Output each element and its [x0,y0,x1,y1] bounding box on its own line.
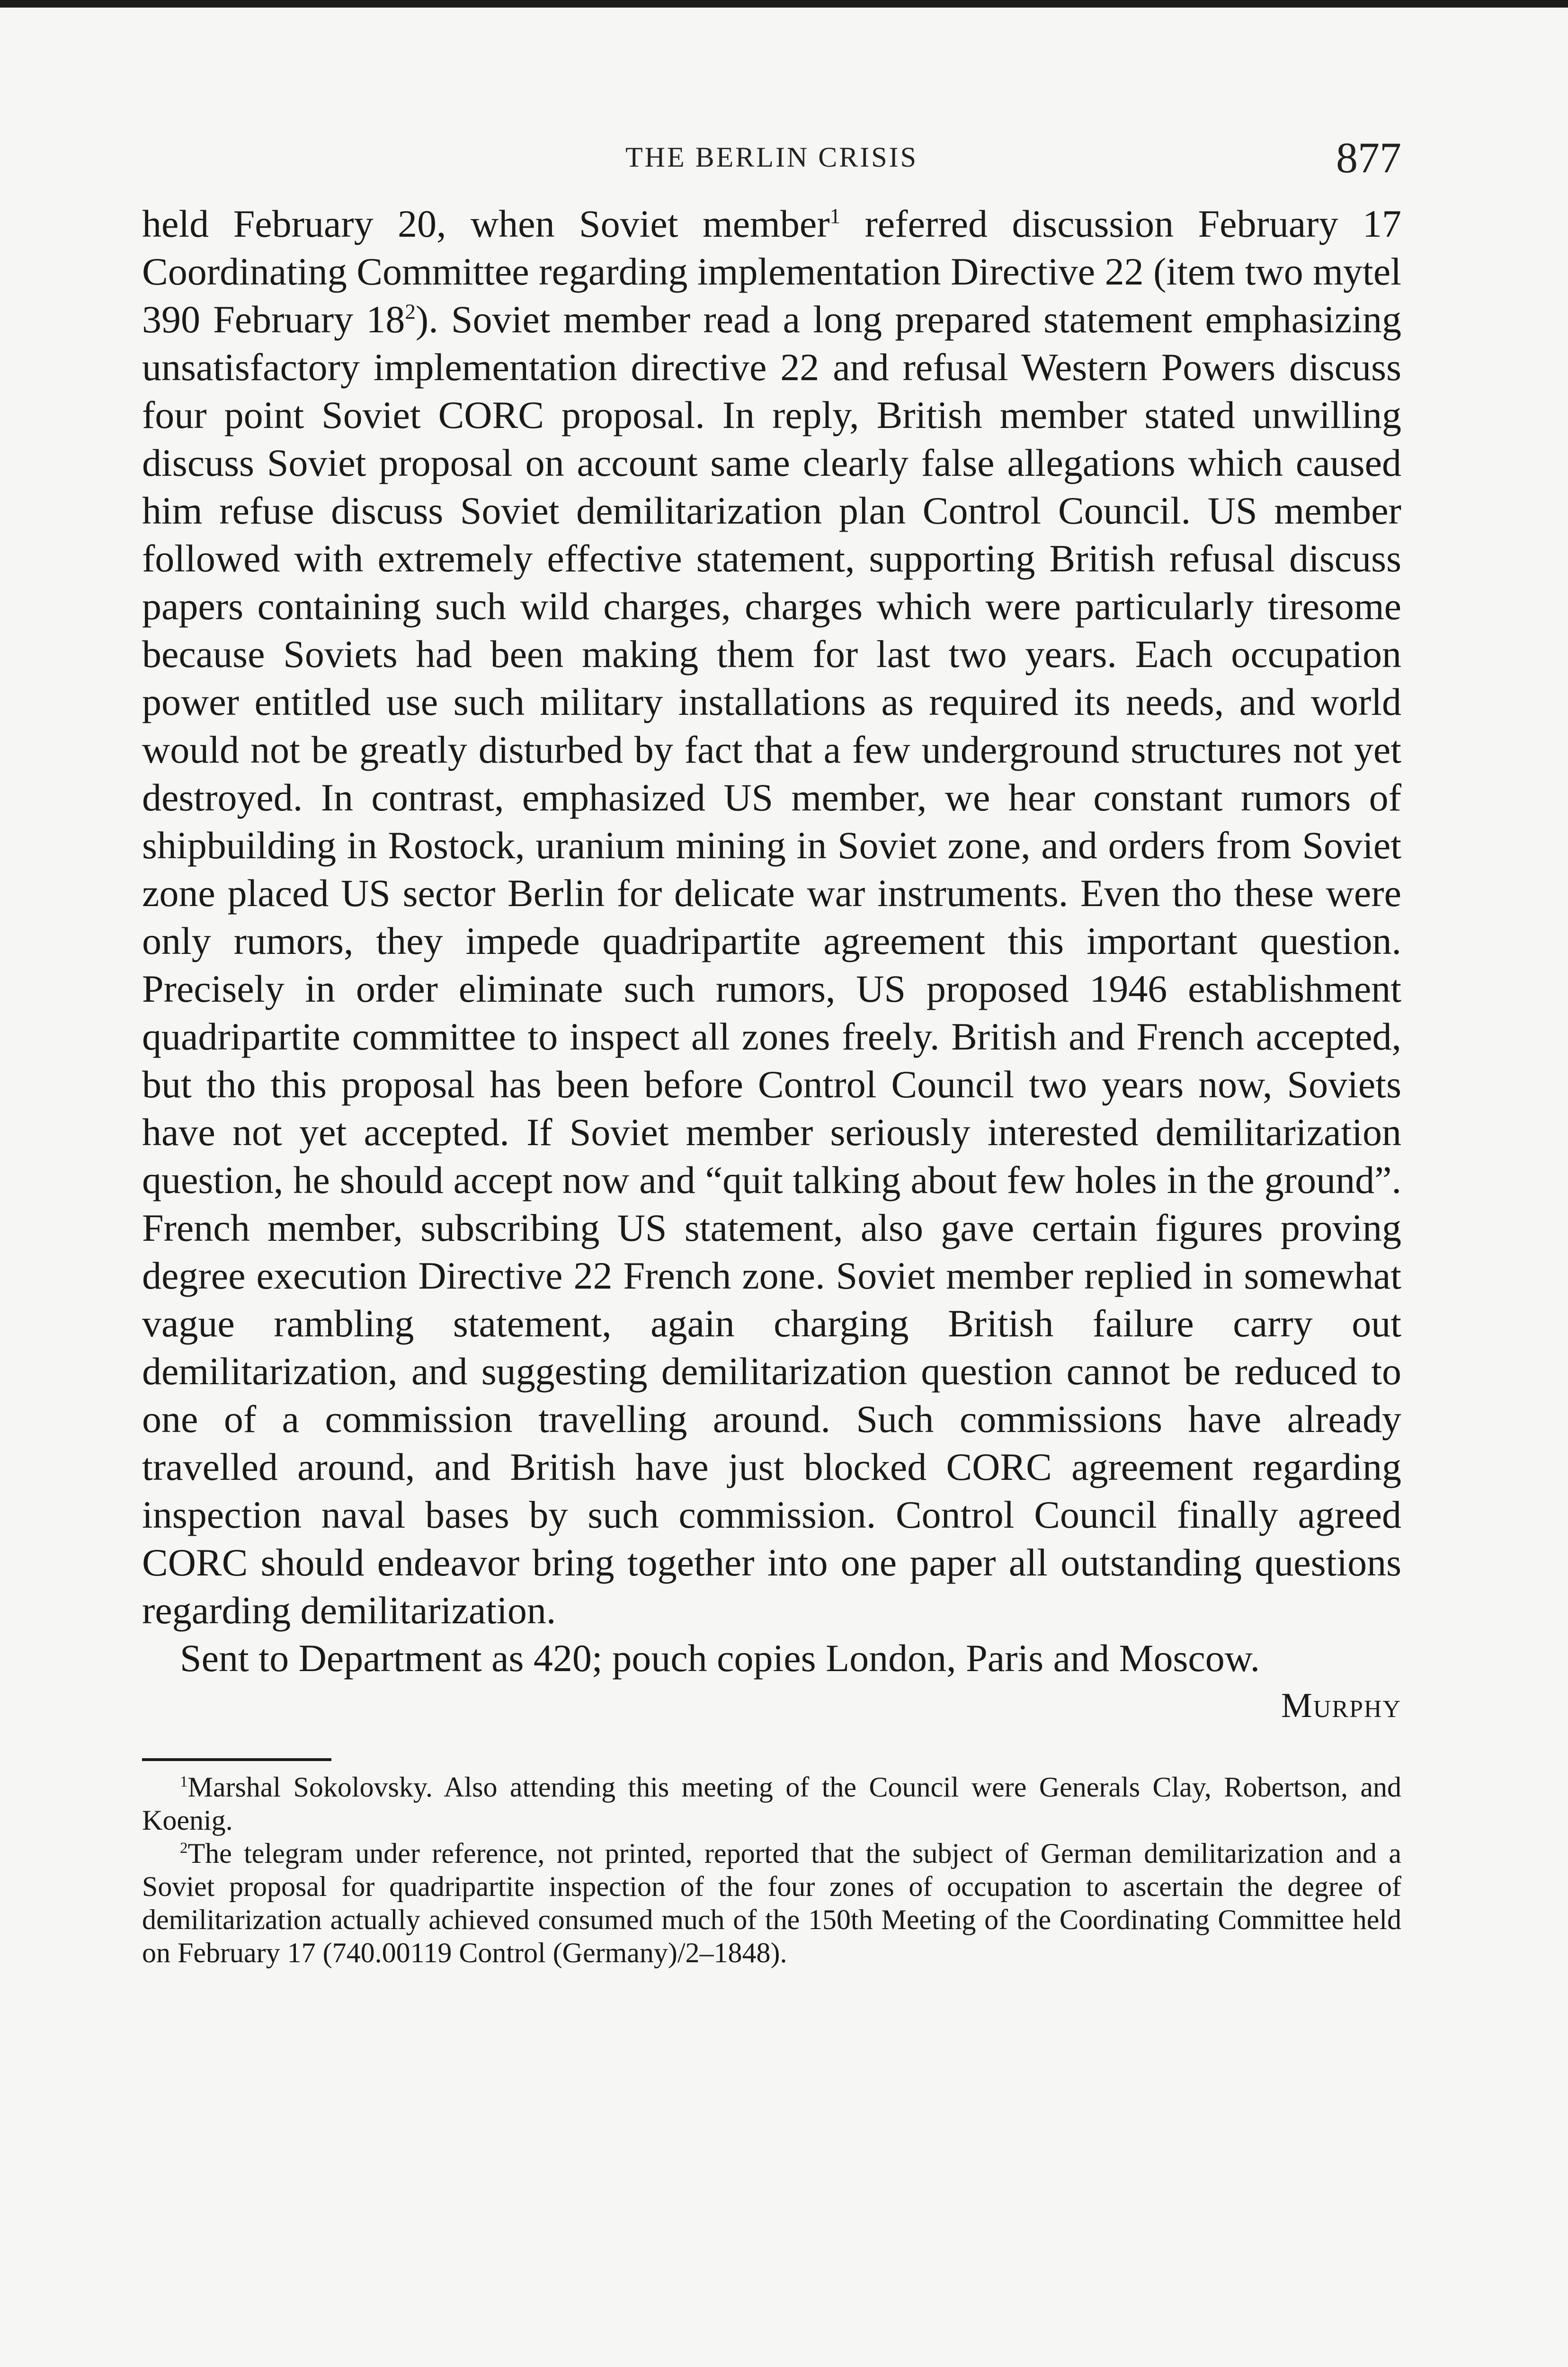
footnote-marker-1: 1 [180,1773,188,1790]
footnote-1 [142,1771,1401,1837]
body-segment: held February 20, when Soviet member [142,202,830,245]
body-text [142,200,1401,1730]
footnotes [142,1771,1401,1969]
running-title: THE BERLIN CRISIS [625,142,918,173]
footnote-marker-2: 2 [180,1840,188,1857]
document-page [142,133,1401,1969]
body-paragraph [142,200,1401,1634]
body-segment: ). Soviet member read a long prepared statement emphasizing unsatisfactory implementation directive 22 and refusal Western Powers discuss four point Soviet CORC proposal. In reply, British member stated unwilling discuss Soviet proposal on account same clearly false allegations which caused him refuse discuss Soviet demilitarization plan Control Council. US member followed with extremely effective statement, supporting British refusal discuss papers containing such wild charges, charges which were particularly tiresome because Soviets had been making them for last two years. Each occupation power entitled use such military installations as required its needs, and world would not be greatly disturbed by fact that a few underground structures not yet destroyed. In contrast, emphasized US member, we hear constant rumors of shipbuilding in Rostock, uranium mining in Soviet zone, and orders from Soviet zone placed US sector Berlin for delicate war instruments. Even tho these were only rumors, they impede quadripartite agreement this important question. Precisely in order eliminate such rumors, US proposed 1946 establishment quadripartite committee to inspect all zones freely. British and French accepted, but tho this proposal has been before Control Council two years now, Soviets have not yet accepted. If Soviet member seriously interested demilitarization question, he should accept now and “quit talking about few holes in the ground”. French member, subscribing US statement, also gave certain figures proving degree execution Directive 22 French zone. Soviet member replied in somewhat vague rambling statement, again charging British failure carry out demilitarization, and suggesting demilitarization question cannot be reduced to one of a commission travelling around. Such commissions have already travelled around, and British have just blocked CORC agreement regarding inspection naval bases by such commission. Control Council finally agreed CORC should endeavor bring together into one paper all outstanding questions regarding demilitarization. [142,298,1401,1632]
footnote-divider [142,1758,331,1761]
footnote-text-2: The telegram under reference, not printed, reported that the subject of German demilitarization and a Soviet proposal for quadripartite inspection of the four zones of occupation to ascertain the degree of demilitarization actually achieved consumed much of the 150th Meeting of the Coordinating Committee held on February 17 (740.00119 Control (Germany)/2–1848). [142,1838,1401,1968]
closing-line: Sent to Department as 420; pouch copies London, Paris and Moscow. [180,1637,1260,1680]
body-segment: referred discussion February 17 Coordinating Committee regarding implementation Directive 22 (item two mytel 390 February 18 [142,202,1401,341]
footnote-text-1: Marshal Sokolovsky. Also attending this meeting of the Council were Generals Clay, Robertson, and Koenig. [142,1771,1401,1836]
top-edge-rule [0,0,1568,8]
page-number: 877 [1336,133,1401,182]
footnote-ref-2: 2 [405,300,416,324]
footnote-ref-1: 1 [829,204,841,228]
signature: Murphy [1281,1686,1401,1725]
running-header [142,133,1401,189]
footnote-2 [142,1837,1401,1969]
